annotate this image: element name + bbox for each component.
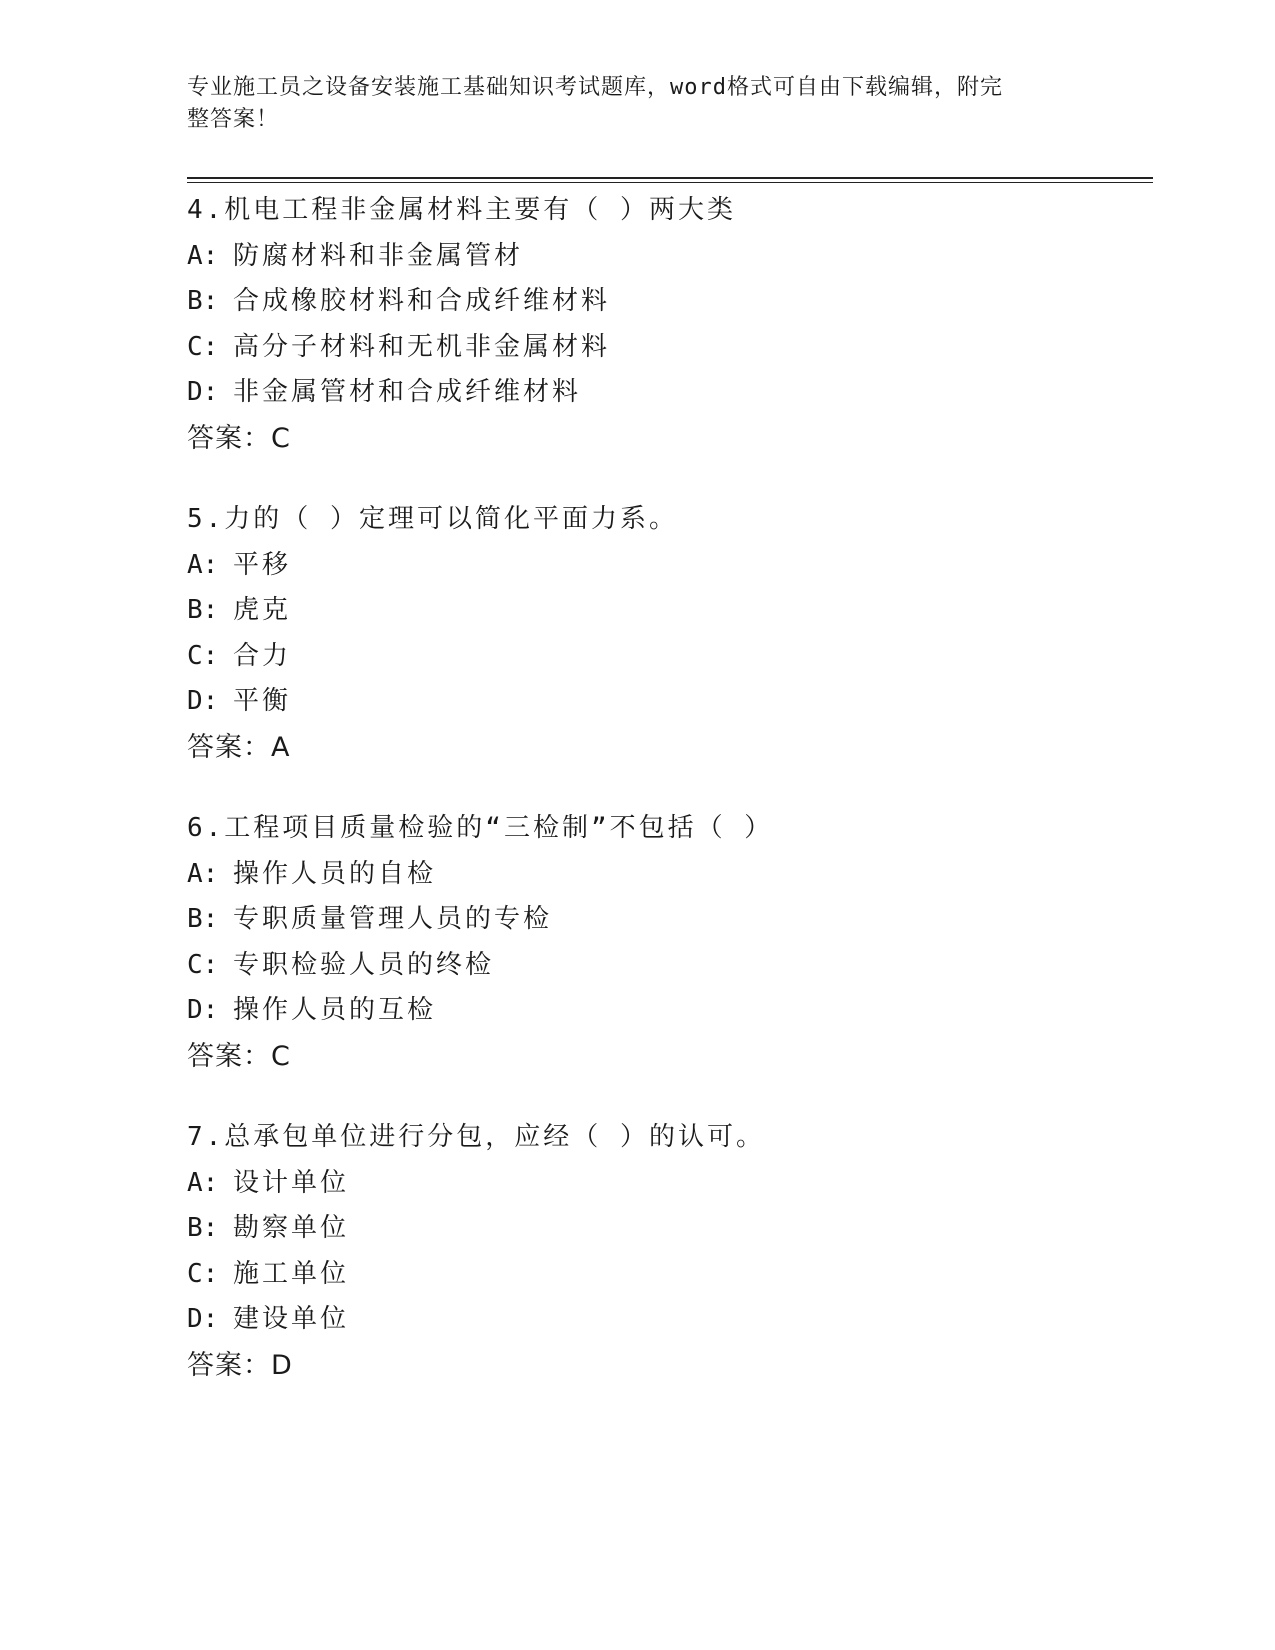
option-c	[187, 1252, 1147, 1298]
answer-line: 答案：A	[187, 731, 291, 763]
option-letter: B:	[187, 286, 219, 316]
option-text: 合成橡胶材料和合成纤维材料	[233, 286, 611, 316]
document-header	[187, 72, 1067, 136]
option-text: 施工单位	[233, 1258, 350, 1289]
question-7	[187, 1115, 1147, 1388]
option-b	[187, 1206, 1147, 1252]
question-stem: 4.机电工程非金属材料主要有（ ）两大类	[187, 195, 736, 225]
option-text: 合力	[233, 640, 292, 671]
option-letter: D:	[187, 1304, 219, 1334]
option-text: 操作人员的自检	[233, 858, 437, 889]
option-text: 平移	[233, 549, 292, 580]
option-d	[187, 370, 1147, 416]
answer-line: 答案：D	[187, 1349, 293, 1381]
option-text: 设计单位	[233, 1167, 350, 1198]
option-a	[187, 234, 1147, 280]
question-4	[187, 188, 1147, 461]
option-letter: B:	[187, 595, 219, 625]
option-text: 防腐材料和非金属管材	[233, 240, 524, 271]
option-letter: C:	[187, 331, 219, 362]
option-c	[187, 634, 1147, 680]
option-b	[187, 897, 1147, 943]
option-letter: A:	[187, 240, 219, 271]
option-letter: A:	[187, 858, 219, 889]
option-a	[187, 1161, 1147, 1207]
option-text: 平衡	[233, 686, 292, 716]
option-text: 专职检验人员的终检	[233, 949, 495, 980]
option-text: 高分子材料和无机非金属材料	[233, 331, 611, 362]
option-text: 勘察单位	[233, 1213, 350, 1243]
option-letter: C:	[187, 640, 219, 671]
question-list	[187, 188, 1147, 1424]
option-text: 建设单位	[233, 1304, 350, 1334]
option-text: 虎克	[233, 595, 292, 625]
option-text: 非金属管材和合成纤维材料	[233, 377, 582, 407]
option-d	[187, 988, 1147, 1034]
option-text: 专职质量管理人员的专检	[233, 904, 553, 934]
header-line-2: 整答案！	[187, 107, 280, 132]
option-letter: B:	[187, 904, 219, 934]
option-a	[187, 852, 1147, 898]
option-letter: D:	[187, 686, 219, 716]
answer-line: 答案：C	[187, 1040, 291, 1072]
option-a	[187, 543, 1147, 589]
option-c	[187, 943, 1147, 989]
answer-line: 答案：C	[187, 422, 291, 454]
option-b	[187, 279, 1147, 325]
option-letter: B:	[187, 1213, 219, 1243]
option-letter: D:	[187, 377, 219, 407]
option-letter: A:	[187, 1167, 219, 1198]
option-b	[187, 588, 1147, 634]
header-line-1: 专业施工员之设备安装施工基础知识考试题库，word格式可自由下载编辑，附完	[187, 75, 1003, 100]
option-letter: A:	[187, 549, 219, 580]
question-stem: 7.总承包单位进行分包，应经（ ）的认可。	[187, 1122, 765, 1152]
option-letter: C:	[187, 1258, 219, 1289]
question-5	[187, 497, 1147, 770]
option-c	[187, 325, 1147, 371]
option-letter: C:	[187, 949, 219, 980]
option-d	[187, 1297, 1147, 1343]
option-d	[187, 679, 1147, 725]
question-stem: 6.工程项目质量检验的“三检制”不包括（ ）	[187, 813, 774, 843]
header-divider-thin	[187, 182, 1153, 183]
header-divider-thick	[187, 177, 1153, 179]
option-letter: D:	[187, 995, 219, 1025]
question-stem: 5.力的（ ）定理可以简化平面力系。	[187, 504, 678, 534]
option-text: 操作人员的互检	[233, 995, 437, 1025]
question-6	[187, 806, 1147, 1079]
